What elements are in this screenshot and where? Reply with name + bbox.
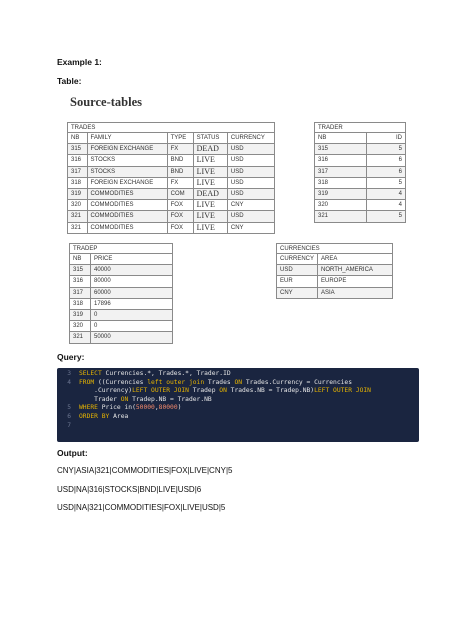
cell: USD: [227, 177, 274, 188]
cell: USD: [227, 155, 274, 166]
cell: 317: [315, 166, 367, 177]
table-row: [70, 298, 173, 309]
cell: FOX: [167, 222, 193, 233]
cell: 320: [315, 200, 367, 211]
code-line: [57, 370, 419, 379]
cell: 319: [68, 189, 88, 200]
cell: LIVE: [193, 177, 227, 188]
table-row: [68, 177, 275, 188]
table-row: [315, 189, 406, 200]
table-row: [315, 144, 406, 155]
cell: 4: [366, 189, 405, 200]
cell: LIVE: [193, 200, 227, 211]
code-keyword: left outer join: [147, 378, 205, 386]
cell: CNY: [277, 287, 318, 298]
output-line: USD|NA|316|STOCKS|BND|LIVE|USD|6: [57, 485, 202, 494]
code-number: 80000: [158, 404, 178, 412]
cell: 80000: [91, 276, 173, 287]
code-line: [57, 404, 419, 413]
cell: 40000: [91, 265, 173, 276]
cell: 321: [68, 211, 88, 222]
currencies-table: [276, 243, 393, 299]
cell: BND: [167, 166, 193, 177]
table-row: [70, 287, 173, 298]
cell: 6: [366, 155, 405, 166]
header-cell: NB: [68, 133, 88, 144]
header-cell: CURRENCY: [227, 133, 274, 144]
cell: USD: [227, 144, 274, 155]
cell: LIVE: [193, 166, 227, 177]
header-cell: FAMILY: [87, 133, 167, 144]
header-cell: NB: [315, 133, 367, 144]
table-heading: Table:: [57, 76, 82, 86]
cell: COM: [167, 189, 193, 200]
cell: 320: [70, 321, 91, 332]
table-row: [315, 166, 406, 177]
header-cell: AREA: [318, 254, 393, 265]
code-line: [57, 422, 419, 431]
code-text: ,: [154, 404, 159, 412]
cell: 316: [68, 155, 88, 166]
cell: FOX: [167, 200, 193, 211]
cell: 316: [315, 155, 367, 166]
code-text: ((Currencies: [94, 378, 148, 386]
table-row: [68, 166, 275, 177]
code-keyword: LEFT OUTER JOIN: [314, 387, 371, 395]
table-row: [70, 276, 173, 287]
header-cell: CURRENCY: [277, 254, 318, 265]
table-row: [315, 177, 406, 188]
cell: NORTH_AMERICA: [318, 265, 393, 276]
table-row: [70, 332, 173, 343]
tradep-caption: TRADEP: [69, 243, 173, 253]
table-row: [70, 321, 173, 332]
cell: ASIA: [318, 287, 393, 298]
trades-table: [67, 122, 275, 234]
table-row: [315, 211, 406, 222]
code-keyword: LEFT OUTER JOIN: [132, 387, 189, 395]
cell: LIVE: [193, 222, 227, 233]
cell: DEAD: [193, 144, 227, 155]
output-line: USD|NA|321|COMMODITIES|FOX|LIVE|USD|5: [57, 503, 226, 512]
cell: COMMODITIES: [87, 189, 167, 200]
code-number: 50000: [135, 404, 155, 412]
trader-table: [314, 122, 406, 223]
code-text: Tradep: [188, 387, 220, 395]
line-number: 3: [67, 370, 71, 377]
table-row: [68, 155, 275, 166]
table-row: [277, 276, 393, 287]
output-heading: Output:: [57, 448, 88, 458]
cell: 320: [68, 200, 88, 211]
cell: 60000: [91, 287, 173, 298]
example-title: Example 1:: [57, 57, 102, 67]
cell: 317: [68, 166, 88, 177]
header-cell: STATUS: [193, 133, 227, 144]
cell: 0: [91, 321, 173, 332]
cell: FOREIGN EXCHANGE: [87, 144, 167, 155]
cell: CNY: [227, 222, 274, 233]
currencies-header-row: [277, 254, 393, 265]
table-row: [315, 200, 406, 211]
trades-caption: TRADES: [67, 122, 275, 132]
cell: USD: [227, 189, 274, 200]
tradep-table: [69, 243, 173, 344]
cell: 5: [366, 211, 405, 222]
cell: 321: [68, 222, 88, 233]
cell: EUR: [277, 276, 318, 287]
cell: EUROPE: [318, 276, 393, 287]
cell: 318: [315, 177, 367, 188]
trades-header-row: [68, 133, 275, 144]
table-row: [70, 265, 173, 276]
code-text: Tradep.NB = Trader.NB: [128, 395, 212, 403]
code-keyword: ON: [234, 378, 243, 386]
code-text: Trades.NB = Tradep.NB): [226, 387, 315, 395]
code-text: .Currency): [79, 387, 133, 395]
cell: 318: [68, 177, 88, 188]
table-row: [70, 310, 173, 321]
cell: STOCKS: [87, 155, 167, 166]
cell: 4: [366, 200, 405, 211]
line-number: 5: [67, 404, 71, 412]
table-row: [68, 200, 275, 211]
cell: USD: [227, 211, 274, 222]
code-line: [57, 379, 419, 388]
table-row: [68, 144, 275, 155]
code-text: ): [177, 404, 182, 412]
cell: 6: [366, 166, 405, 177]
code-text: Trades.Currency = Currencies: [242, 378, 353, 386]
code-line: [57, 387, 419, 396]
code-keyword: WHERE: [79, 404, 98, 412]
cell: 321: [315, 211, 367, 222]
line-number: 6: [67, 412, 71, 420]
cell: COMMODITIES: [87, 211, 167, 222]
table-row: [277, 265, 393, 276]
cell: USD: [277, 265, 318, 276]
table-row: [277, 287, 393, 298]
cell: 5: [366, 177, 405, 188]
cell: 50000: [91, 332, 173, 343]
table-row: [68, 189, 275, 200]
cell: CNY: [227, 200, 274, 211]
cell: FOX: [167, 211, 193, 222]
cell: 316: [70, 276, 91, 287]
cell: LIVE: [193, 155, 227, 166]
code-text: Area: [109, 412, 129, 420]
cell: 0: [91, 310, 173, 321]
output-line: CNY|ASIA|321|COMMODITIES|FOX|LIVE|CNY|5: [57, 466, 233, 475]
cell: 317: [70, 287, 91, 298]
cell: COMMODITIES: [87, 200, 167, 211]
code-keyword: SELECT: [79, 370, 102, 377]
header-cell: PRICE: [91, 254, 173, 265]
cell: FX: [167, 177, 193, 188]
table-row: [68, 211, 275, 222]
code-text: Trader: [79, 395, 121, 403]
cell: 315: [68, 144, 88, 155]
cell: COMMODITIES: [87, 222, 167, 233]
cell: DEAD: [193, 189, 227, 200]
trader-caption: TRADER: [314, 122, 406, 132]
code-text: Price in(: [97, 404, 136, 412]
cell: FOREIGN EXCHANGE: [87, 177, 167, 188]
currencies-caption: CURRENCIES: [276, 243, 393, 253]
table-row: [68, 222, 275, 233]
sql-code-block: [57, 368, 419, 442]
header-cell: NB: [70, 254, 91, 265]
cell: 315: [70, 265, 91, 276]
cell: 319: [70, 310, 91, 321]
cell: 319: [315, 189, 367, 200]
code-line: [57, 396, 419, 405]
trader-header-row: [315, 133, 406, 144]
cell: USD: [227, 166, 274, 177]
code-keyword: ON: [219, 387, 227, 395]
line-number: 7: [67, 421, 71, 429]
code-text: Currencies.*, Trades.*, Trader.ID: [101, 370, 231, 377]
code-keyword: FROM: [79, 378, 95, 386]
source-tables-title: Source-tables: [70, 95, 142, 109]
query-heading: Query:: [57, 352, 85, 362]
code-text: Trades: [204, 378, 235, 386]
code-keyword: ORDER BY: [79, 412, 110, 420]
code-line: [57, 413, 419, 422]
cell: BND: [167, 155, 193, 166]
cell: 318: [70, 298, 91, 309]
cell: 17896: [91, 298, 173, 309]
header-cell: ID: [366, 133, 405, 144]
code-keyword: ON: [120, 395, 129, 403]
header-cell: TYPE: [167, 133, 193, 144]
table-row: [315, 155, 406, 166]
cell: LIVE: [193, 211, 227, 222]
cell: 321: [70, 332, 91, 343]
tradep-header-row: [70, 254, 173, 265]
line-number: 4: [67, 378, 71, 386]
cell: 315: [315, 144, 367, 155]
cell: STOCKS: [87, 166, 167, 177]
cell: 5: [366, 144, 405, 155]
cell: FX: [167, 144, 193, 155]
